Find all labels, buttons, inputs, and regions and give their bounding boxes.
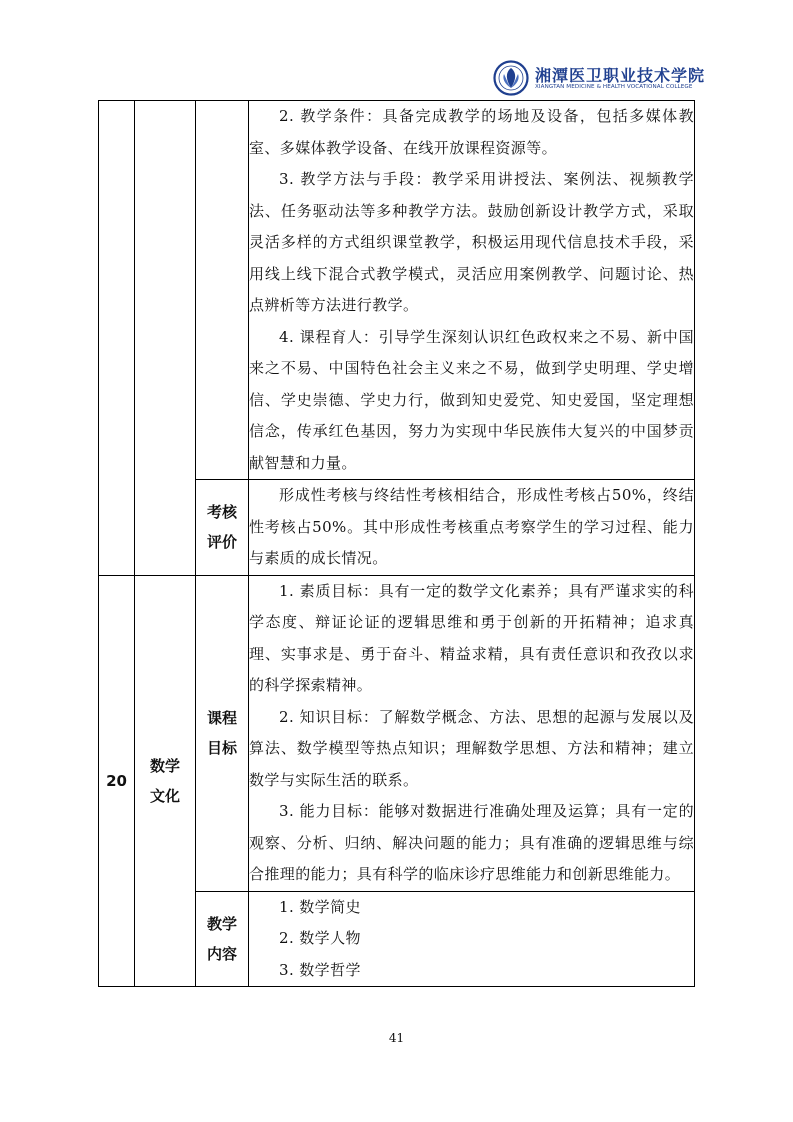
objectives-label: 课程目标: [196, 575, 249, 891]
teaching-conditions-text: 2. 教学条件：具备完成教学的场地及设备，包括多媒体教室、多媒体教学设备、在线开放课程资源等。: [249, 107, 694, 157]
page-number: 41: [388, 1031, 405, 1045]
college-name-en: XIANGTAN MEDICINE & HEALTH VOCATIONAL COLLEGE: [535, 84, 693, 90]
teaching-content-cell: [249, 101, 695, 480]
assessment-text: 形成性考核与终结性考核相结合，形成性考核占50%，终结性考核占50%。其中形成性考核重点考察学生的学习过程、能力与素质的成长情况。: [249, 486, 694, 567]
list-item: 1. 数学简史: [279, 897, 361, 916]
course-education-text: 4. 课程育人：引导学生深刻认识红色政权来之不易、新中国来之不易、中国特色社会主义来之不易，做到学史明理、学史增信、学史崇德、学史力行，做到知史爱党、知史爱国，坚定理想信念，传承红色基因，努力为实现中华民族伟大复兴的中国梦贡献智慧和力量。: [249, 327, 694, 472]
name-cell-continued: [135, 101, 196, 576]
course-table: [98, 100, 695, 987]
quality-objective-text: 1. 素质目标：具有一定的数学文化素养；具有严谨求实的科学态度、辩证论证的逻辑思维和勇于创新的开拓精神；追求真理、实事求是、勇于奋斗、精益求精，具有责任意识和孜孜以求的科学探索精神。: [249, 581, 694, 694]
college-name-cn: 湘潭医卫职业技术学院: [535, 66, 706, 85]
college-seal-icon: [493, 60, 529, 96]
ability-objective-text: 3. 能力目标：能够对数据进行准确处理及运算；具有一定的观察、分析、归纳、解决问题的能力；具有准确的逻辑思维与综合推理的能力；具有科学的临床诊疗思维能力和创新思维能力。: [249, 802, 694, 883]
knowledge-objective-text: 2. 知识目标：了解数学概念、方法、思想的起源与发展以及算法、数学模型等热点知识；理解数学思想、方法和精神；建立数学与实际生活的联系。: [249, 707, 694, 789]
list-item: 2. 数学人物: [279, 929, 361, 947]
teaching-methods-text: 3. 教学方法与手段：教学采用讲授法、案例法、视频教学法、任务驱动法等多种教学方法。鼓励创新设计教学方式，采取灵活多样的方式组织课堂教学，积极运用现代信息技术手段，采用线上线下混合式教学模式，灵活应用案例教学、问题讨论、热点辨析等方法进行教学。: [249, 170, 694, 314]
list-item: 3. 数学哲学: [279, 960, 361, 979]
table-row: [99, 575, 695, 891]
content-cell: [249, 891, 695, 987]
table-row: [99, 101, 695, 480]
assessment-label: 考核评价: [196, 480, 249, 576]
college-logo: [493, 60, 706, 96]
course-number: 20: [99, 575, 135, 987]
number-cell-continued: [99, 101, 135, 576]
course-name: 数学文化: [135, 575, 196, 987]
objectives-cell: [249, 575, 695, 891]
assessment-cell: [249, 480, 695, 576]
content-label: 教学内容: [196, 891, 249, 987]
label-cell-continued: [196, 101, 249, 480]
